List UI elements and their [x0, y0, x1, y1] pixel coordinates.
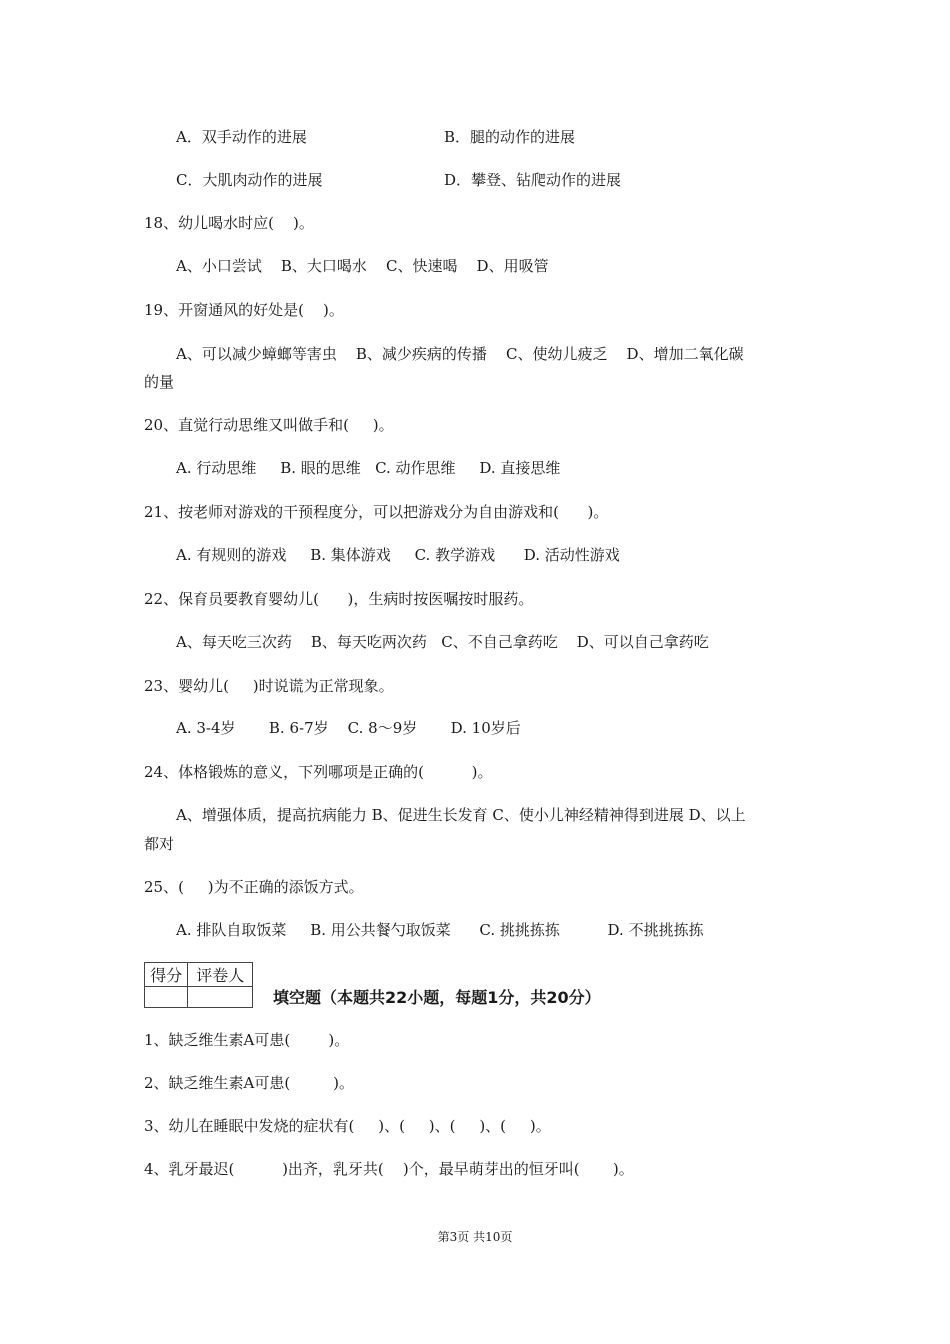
- fill-question-1: 1、缺乏维生素A可患( )。: [144, 1031, 350, 1049]
- question-24-options-continued: 都对: [144, 835, 175, 853]
- question-23-options: A. 3-4岁 B. 6-7岁 C. 8～9岁 D. 10岁后: [176, 719, 521, 737]
- question-23-stem: 23、婴幼儿( )时说谎为正常现象。: [144, 677, 394, 695]
- q17-option-b: B．腿的动作的进展: [444, 128, 576, 146]
- question-18-stem: 18、幼儿喝水时应( )。: [144, 214, 314, 232]
- page-footer: 第3页 共10页: [437, 1230, 513, 1244]
- fill-question-4: 4、乳牙最迟( )出齐，乳牙共( )个，最早萌芽出的恒牙叫( )。: [144, 1160, 634, 1178]
- question-22-options: A、每天吃三次药 B、每天吃两次药 C、不自己拿药吃 D、可以自己拿药吃: [176, 633, 709, 651]
- fill-question-3: 3、幼儿在睡眠中发烧的症状有( )、( )、( )、( )。: [144, 1117, 551, 1135]
- q17-option-c: C．大肌肉动作的进展: [176, 171, 323, 189]
- question-24-options: A、增强体质，提高抗病能力 B、促进生长发育 C、使小儿神经精神得到进展 D、以上: [176, 806, 746, 824]
- grader-label: 评卷人: [188, 963, 253, 987]
- question-20-stem: 20、直觉行动思维又叫做手和( )。: [144, 416, 394, 434]
- question-19-stem: 19、开窗通风的好处是( )。: [144, 301, 344, 319]
- fill-question-2: 2、缺乏维生素A可患( )。: [144, 1074, 354, 1092]
- score-label: 得分: [145, 963, 188, 987]
- score-cell: [145, 987, 188, 1008]
- q17-option-d: D．攀登、钻爬动作的进展: [444, 171, 622, 189]
- question-20-options: A. 行动思维 B. 眼的思维 C. 动作思维 D. 直接思维: [176, 459, 561, 477]
- question-19-options-continued: 的量: [144, 373, 175, 391]
- question-18-options: A、小口尝试 B、大口喝水 C、快速喝 D、用吸管: [176, 257, 549, 275]
- section-title: 填空题（本题共22小题，每题1分，共20分）: [273, 988, 601, 1007]
- score-box: [144, 962, 253, 1008]
- question-21-options: A. 有规则的游戏 B. 集体游戏 C. 教学游戏 D. 活动性游戏: [176, 546, 620, 564]
- question-24-stem: 24、体格锻炼的意义，下列哪项是正确的( )。: [144, 763, 493, 781]
- question-25-options: A. 排队自取饭菜 B. 用公共餐勺取饭菜 C. 挑挑拣拣 D. 不挑挑拣拣: [176, 921, 704, 939]
- question-21-stem: 21、按老师对游戏的干预程度分，可以把游戏分为自由游戏和( )。: [144, 503, 609, 521]
- grader-cell: [188, 987, 253, 1008]
- question-22-stem: 22、保育员要教育婴幼儿( )，生病时按医嘱按时服药。: [144, 590, 534, 608]
- question-19-options: A、可以减少蟑螂等害虫 B、减少疾病的传播 C、使幼儿疲乏 D、增加二氧化碳: [176, 345, 744, 363]
- question-25-stem: 25、( )为不正确的添饭方式。: [144, 878, 364, 896]
- q17-option-a: A．双手动作的进展: [176, 128, 307, 146]
